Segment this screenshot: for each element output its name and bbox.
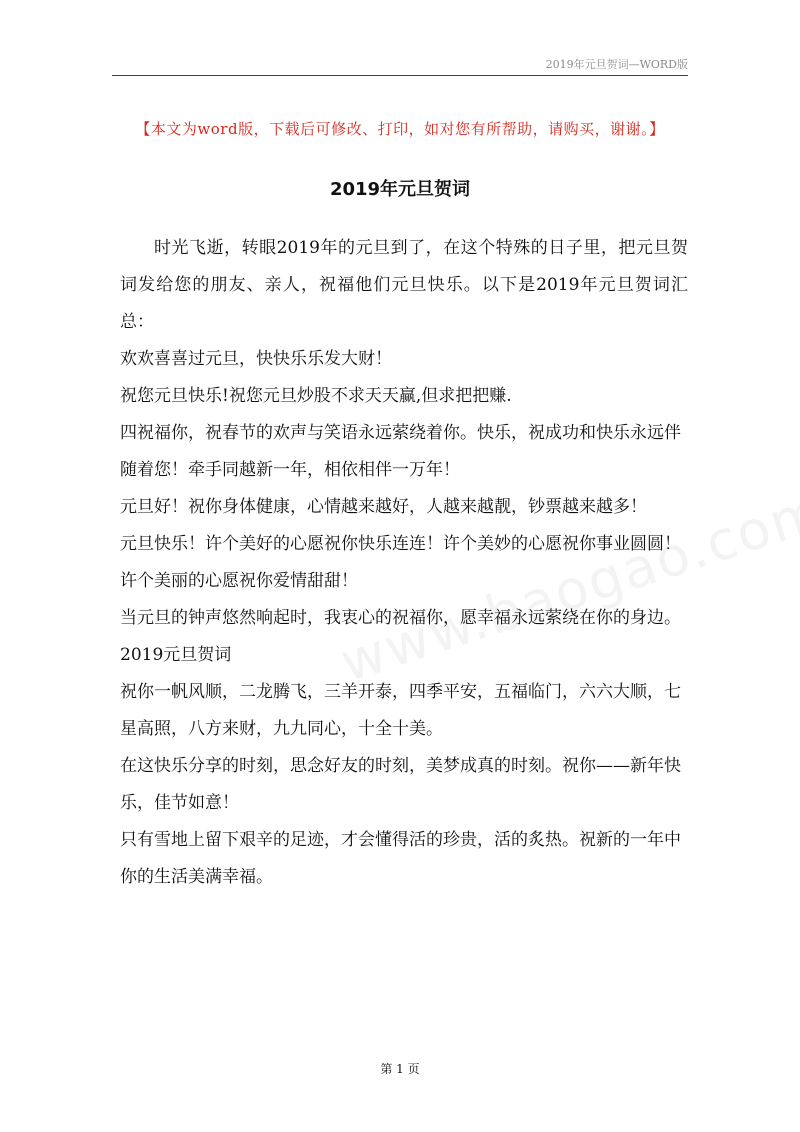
paragraph: 元旦好！祝你身体健康，心情越来越好，人越来越靓，钞票越来越多！ <box>120 497 647 517</box>
paragraph: 祝您元旦快乐!祝您元旦炒股不求天天赢,但求把把赚. <box>120 386 512 406</box>
document-title: 2019年元旦贺词 <box>329 179 471 200</box>
paragraph: 四祝福你，祝春节的欢声与笑语永远萦绕着你。快乐，祝成功和快乐永远伴随着您！牵手同越新一年，相依相伴一万年！ <box>120 423 681 480</box>
document-body <box>120 230 688 896</box>
paragraph: 只有雪地上留下艰辛的足迹，才会懂得活的珍贵，活的炙热。祝新的一年中你的生活美满幸福。 <box>120 830 681 887</box>
section-heading: 2019元旦贺词 <box>120 645 232 665</box>
paragraph: 在这快乐分享的时刻，思念好友的时刻，美梦成真的时刻。祝你——新年快乐，佳节如意！ <box>120 756 681 813</box>
paragraph: 元旦快乐！许个美好的心愿祝你快乐连连！许个美妙的心愿祝你事业圆圆！许个美丽的心愿祝你爱情甜甜！ <box>120 534 681 591</box>
header-title: 2019年元旦贺词—WORD版 <box>545 58 688 71</box>
paragraph: 欢欢喜喜过元旦，快快乐乐发大财！ <box>120 349 392 369</box>
paragraph-intro: 时光飞逝，转眼2019年的元旦到了，在这个特殊的日子里，把元旦贺词发给您的朋友、亲人，祝福他们元旦快乐。以下是2019年元旦贺词汇总： <box>120 238 688 332</box>
page-number: 第 1 页 <box>380 1062 420 1076</box>
paragraph: 当元旦的钟声悠然响起时，我衷心的祝福你，愿幸福永远萦绕在你的身边。 <box>120 608 681 628</box>
paragraph: 祝你一帆风顺，二龙腾飞，三羊开泰，四季平安，五福临门，六六大顺，七星高照，八方来财，九九同心，十全十美。 <box>120 682 681 739</box>
header-divider <box>112 75 688 76</box>
purchase-notice: 【本文为word版，下载后可修改、打印，如对您有所帮助，请购买，谢谢。】 <box>135 120 665 138</box>
